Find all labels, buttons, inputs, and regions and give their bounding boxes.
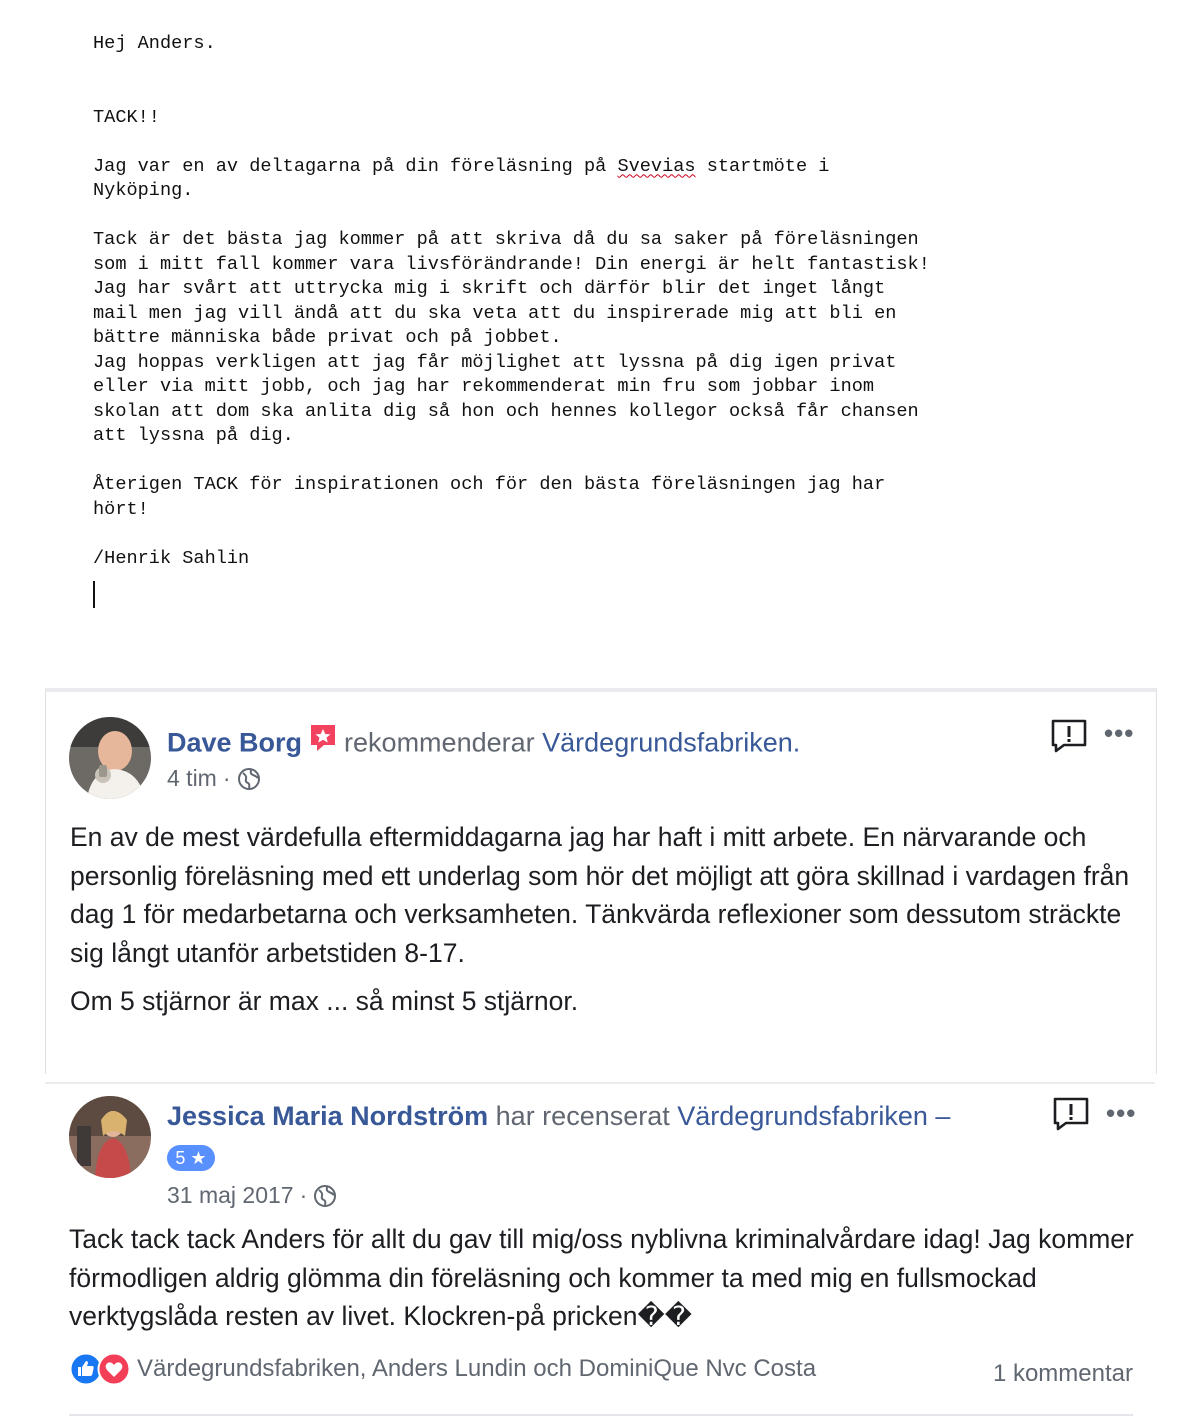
- email-paragraph-1: Jag var en av deltagarna på din föreläsning på Svevias startmöte i: [93, 155, 830, 177]
- comment-count-link[interactable]: 1 kommentar: [992, 1360, 1133, 1387]
- misspelled-word[interactable]: Svevias: [617, 155, 696, 177]
- email-line: att lyssna på dig.: [93, 425, 294, 446]
- post-meta: 4 tim ·: [167, 765, 261, 792]
- reactions-bar[interactable]: [69, 1352, 816, 1386]
- email-line: Tack är det bästa jag kommer på att skriva då du sa saker på föreläsningen: [93, 229, 919, 250]
- review-headline: [167, 723, 800, 766]
- review-text: [70, 818, 1130, 1021]
- email-signature: /Henrik Sahlin: [93, 547, 250, 569]
- email-body[interactable]: [93, 32, 1133, 571]
- post-time[interactable]: 4 tim: [167, 765, 217, 791]
- email-greeting: Hej Anders.: [93, 33, 216, 54]
- email-line: Återigen TACK för inspirationen och för den bästa föreläsningen jag har: [93, 474, 886, 495]
- email-line: skolan att dom ska anlita dig så hon och hennes kollegor också får chansen: [93, 400, 919, 422]
- review-headline: [167, 1098, 950, 1134]
- text-cursor: [93, 581, 95, 608]
- email-line: hört!: [93, 498, 149, 520]
- review-card-jessica: [45, 1082, 1155, 1426]
- email-paragraph-1-line-2: Nyköping.: [93, 180, 194, 201]
- report-icon[interactable]: [1052, 1096, 1090, 1132]
- email-line: Jag har svårt att uttrycka mig i skrift och därför blir det inget långt: [93, 278, 886, 299]
- email-line: mail men jag vill ändå att du ska veta att du inspirerade mig att bli en: [93, 302, 897, 324]
- email-line: Jag hoppas verkligen att jag får möjlighet att lyssna på dig igen privat: [93, 351, 897, 373]
- email-line: bättre människa både privat och på jobbet.: [93, 327, 562, 348]
- author-name[interactable]: Jessica Maria Nordström: [167, 1101, 489, 1131]
- divider: [69, 1414, 1133, 1416]
- review-paragraph: Tack tack tack Anders för allt du gav till mig/oss nyblivna kriminalvårdare idag! Jag kommer förmodligen aldrig glömma din föreläsning och kommer ta med mig en fullsmockad verktygslåda resten av livet. Klockren-på pricken��: [69, 1224, 1134, 1331]
- post-time[interactable]: 31 maj 2017: [167, 1182, 294, 1208]
- review-paragraph: Om 5 stjärnor är max ... så minst 5 stjärnor.: [70, 986, 579, 1016]
- avatar[interactable]: [69, 717, 151, 799]
- rating-badge: 5 ★: [167, 1145, 215, 1171]
- globe-icon: [237, 767, 261, 791]
- avatar[interactable]: [69, 1096, 151, 1178]
- review-text: [69, 1220, 1134, 1336]
- love-icon: [97, 1352, 131, 1386]
- more-icon[interactable]: •••: [1104, 718, 1135, 748]
- email-thanks: TACK!!: [93, 106, 160, 128]
- more-icon[interactable]: •••: [1106, 1098, 1137, 1128]
- page-link[interactable]: Värdegrundsfabriken –: [677, 1101, 951, 1131]
- globe-icon: [313, 1184, 337, 1208]
- review-action: har recenserat: [495, 1101, 670, 1131]
- author-name[interactable]: Dave Borg: [167, 727, 303, 758]
- report-icon[interactable]: [1050, 718, 1088, 754]
- email-line: eller via mitt jobb, och jag har rekommenderat min fru som jobbar inom: [93, 376, 875, 397]
- reactions-names[interactable]: Värdegrundsfabriken, Anders Lundin och DominiQue Nvc Costa: [137, 1355, 817, 1382]
- star-badge-icon: [308, 723, 338, 762]
- review-card-dave-borg: [45, 688, 1157, 1074]
- review-action: rekommenderar: [344, 727, 535, 758]
- review-paragraph: En av de mest värdefulla eftermiddagarna jag har haft i mitt arbete. En närvarande och personlig föreläsning med ett underlag som hör det möjligt att göra skillnad i vardagen från dag 1 för medarbetarna och verksamheten. Tänkvärda reflexioner som dessutom sträckte sig långt utanför arbetstiden 8-17.: [70, 822, 1130, 968]
- email-line: som i mitt fall kommer vara livsförändrande! Din energi är helt fantastisk!: [93, 253, 930, 275]
- page-link[interactable]: Värdegrundsfabriken.: [542, 727, 801, 758]
- post-meta: 31 maj 2017 ·: [167, 1182, 337, 1209]
